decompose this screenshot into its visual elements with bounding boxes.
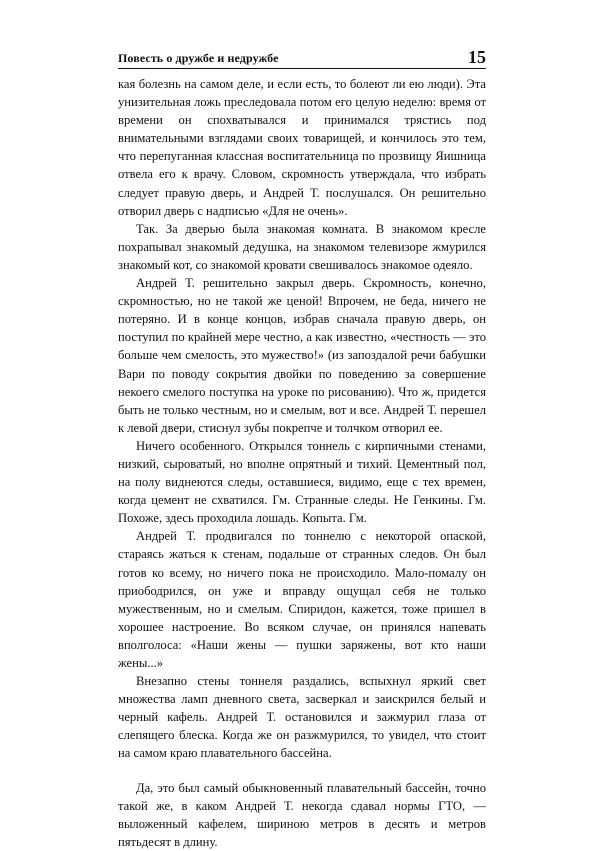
book-page (118, 42, 486, 851)
paragraph: кая болезнь на самом деле, и если есть, то болеют ли ею люди). Эта унизительная ложь преследовала потом его целую неделю: время от времени он спохватывался и принимался трястись под внимательными взглядами своих товарищей, и кончилось это тем, что перепуганная классная воспитательница по прозвищу Яишница отвела его к врачу. Словом, скромность утверждала, что избрать следует правую дверь, и Андрей Т. послушался. Он решительно отворил дверь с надписью «Для не очень». (118, 77, 486, 218)
paragraph: Андрей Т. продвигался по тоннелю с некоторой опаской, стараясь жаться к стенам, подальше от странных следов. Он был готов ко всему, но ничего пока не происходило. Мало-помалу он приободрился, он уже и вправду ощущал себя не только мужественным, но и смелым. Спиридон, кажется, тоже пришел в хорошее настроение. Во всяком случае, он принялся напевать вполголоса: «Наши жены — пушки заряжены, вот кто наши жены...» (118, 529, 486, 670)
running-title: Повесть о дружбе и недружбе (118, 51, 279, 65)
paragraph: Да, это был самый обыкновенный плавательный бассейн, точно такой же, в каком Андрей Т. некогда сдавал нормы ГТО, — выложенный кафелем, шириною метров в десять и метров пятьдесят в длину. (118, 780, 486, 849)
page-number: 15 (468, 47, 486, 67)
paragraph: Андрей Т. решительно закрыл дверь. Скромность, конечно, скромностью, но не такой же ценой! Впрочем, не беда, ничего не потеряно. И в конце концов, избрав сначала правую дверь, он поступил по крайней мере честно, а как известно, «честность — это больше чем смелость, это мужество!» (из запоздалой речи бабушки Вари по поводу сокрытия двойки по поведению за совершение некоего смелого поступка на уроке по рисованию). Что ж, придется быть не только честным, но и смелым, вот и все. Андрей Т. перешел к левой двери, стиснул зубы покрепче и толчком отворил ее. (118, 276, 486, 435)
paragraph: Ничего особенного. Открылся тоннель с кирпичными стенами, низкий, сыроватый, но вполне опрятный и тихий. Цементный пол, на полу виднеются следы, оставшиеся, видимо, еще с тех времен, когда цемент не схватился. Гм. Странные следы. Не Генкины. Гм. Похоже, здесь проходила лошадь. Копыта. Гм. (118, 438, 486, 526)
running-head (118, 42, 486, 69)
paragraph: Так. За дверью была знакомая комната. В знакомом кресле похрапывал знакомый дедушка, на знакомом телевизоре жмурился знакомый кот, со знакомой кровати свешивалось знакомое одеяло. (118, 221, 486, 272)
body-text (118, 75, 486, 851)
paragraph: Внезапно стены тоннеля раздались, вспыхнул яркий свет множества ламп дневного света, засверкал и заискрился белый и черный кафель. Андрей Т. остановился и зажмурил глаза от слепящего блеска. Когда же он разжмурился, то увидел, что стоит на самом краю плавательного бассейна. (118, 674, 486, 761)
